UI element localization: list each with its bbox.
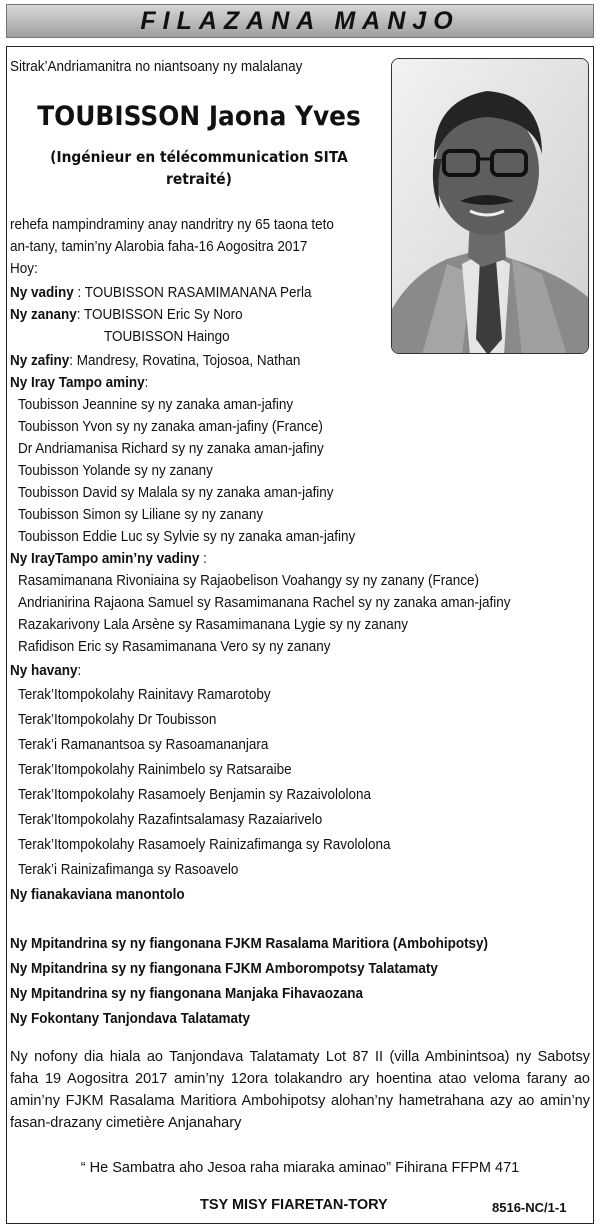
wife-siblings-heading — [10, 550, 207, 568]
relative-item: Terak’Itompokolahy Rasamoely Benjamin sy Razaivololona — [18, 787, 372, 803]
death-notice-line3: Hoy: — [10, 261, 38, 277]
sibling-item: Dr Andriamanisa Richard sy ny zanaka aman-jafiny — [18, 441, 324, 457]
children-sep: : — [76, 307, 81, 323]
relatives-colon: : — [77, 663, 82, 679]
sibling-item: Toubisson Yolande sy ny zanany — [18, 463, 213, 479]
wife-sibling-item: Rasamimanana Rivoniaina sy Rajaobelison Voahangy sy ny zanany (France) — [18, 573, 479, 589]
relative-item: Terak’Itompokolahy Rasamoely Rainizafimanga sy Ravololona — [18, 837, 391, 853]
grandchildren-row — [10, 352, 300, 370]
children-label: Ny zanany — [10, 307, 77, 323]
funeral-details: Ny nofony dia hiala ao Tanjondava Talatamaty Lot 87 II (villa Ambinintsoa) ny Sabotsy faha 19 Aogositra 2017 amin’ny 12ora tolakandro ary hoentina atao veloma farany ao amin’ny FJKM Rasalama Maritiora Ambohipotsy alohan’ny hametrahana azy ao amin’ny fasan-drazany cimetière Anjanahary — [10, 1049, 590, 1131]
institution-item: Ny Fokontany Tanjondava Talatamaty — [10, 1011, 251, 1027]
child-name: TOUBISSON Haingo — [104, 329, 230, 345]
deceased-title — [23, 146, 374, 190]
institution-item: Ny Mpitandrina sy ny fiangonana FJKM Amborompotsy Talatamaty — [10, 961, 438, 977]
wife-sibling-item: Rafidison Eric sy Rasamimanana Vero sy ny zanany — [18, 639, 331, 655]
wife-siblings-label: Ny IrayTampo amin’ny vadiny — [10, 551, 200, 567]
portrait-photo — [391, 58, 589, 354]
wife-name: TOUBISSON RASAMIMANANA Perla — [84, 285, 312, 301]
scripture-quote: “ He Sambatra aho Jesoa raha miaraka aminao” Fihirana FFPM 471 — [80, 1160, 520, 1176]
grandchildren-names: : Mandresy, Rovatina, Tojosoa, Nathan — [69, 353, 301, 369]
child-name: TOUBISSON Eric Sy Noro — [83, 307, 243, 323]
death-notice-line1: rehefa nampindraminy anay nandritry ny 65 taona teto — [10, 217, 334, 233]
intro-text: Sitrak’Andriamanitra no niantsoany ny malalanay — [10, 59, 303, 75]
relative-item: Terak’Itompokolahy Dr Toubisson — [18, 712, 217, 728]
wife-siblings-colon: : — [199, 551, 207, 567]
deceased-name: TOUBISSON Jaona Yves — [37, 101, 361, 132]
relative-item: Terak’i Rainizafimanga sy Rasoavelo — [18, 862, 239, 878]
footer-notice: TSY MISY FIARETAN-TORY — [200, 1197, 388, 1213]
deceased-title-line2: retraité) — [166, 170, 232, 188]
sibling-item: Toubisson Yvon sy ny zanaka aman-jafiny (France) — [18, 419, 323, 435]
relative-item: Terak’Itompokolahy Razafintsalamasy Razaiarivelo — [18, 812, 323, 828]
notice-header — [6, 4, 594, 38]
wife-row — [10, 284, 312, 302]
wife-sep: : — [73, 285, 85, 301]
extended-family: Ny fianakaviana manontolo — [10, 887, 185, 903]
relatives-heading — [10, 662, 81, 680]
children-row — [10, 306, 243, 324]
sibling-item: Toubisson Jeannine sy ny zanaka aman-jafiny — [18, 397, 294, 413]
grandchildren-label: Ny zafiny — [10, 353, 70, 369]
sibling-item: Toubisson David sy Malala sy ny zanaka aman-jafiny — [18, 485, 334, 501]
deceased-title-line1: (Ingénieur en télécommunication SITA — [50, 148, 348, 166]
relative-item: Terak’i Ramanantsoa sy Rasoamananjara — [18, 737, 269, 753]
wife-sibling-item: Andrianirina Rajaona Samuel sy Rasamimanana Rachel sy ny zanaka aman-jafiny — [18, 595, 511, 611]
death-notice-line2: an-tany, tamin’ny Alarobia faha-16 Aogositra 2017 — [10, 239, 308, 255]
footer-reference: 8516-NC/1-1 — [492, 1200, 567, 1215]
relative-item: Terak’Itompokolahy Rainimbelo sy Ratsaraibe — [18, 762, 292, 778]
portrait-illustration — [392, 59, 589, 354]
header-title: FILAZANA MANJO — [140, 6, 460, 35]
institution-item: Ny Mpitandrina sy ny fiangonana Manjaka Fihavaozana — [10, 986, 363, 1002]
sibling-item: Toubisson Simon sy Liliane sy ny zanany — [18, 507, 264, 523]
institution-item: Ny Mpitandrina sy ny fiangonana FJKM Rasalama Maritiora (Ambohipotsy) — [10, 936, 489, 952]
relative-item: Terak’Itompokolahy Rainitavy Ramarotoby — [18, 687, 271, 703]
sibling-item: Toubisson Eddie Luc sy Sylvie sy ny zanaka aman-jafiny — [18, 529, 356, 545]
wife-label: Ny vadiny — [10, 285, 74, 301]
siblings-colon: : — [144, 375, 149, 391]
siblings-label: Ny Iray Tampo aminy — [10, 375, 145, 391]
wife-sibling-item: Razakarivony Lala Arsène sy Rasamimanana Lygie sy ny zanany — [18, 617, 409, 633]
siblings-heading — [10, 374, 148, 392]
relatives-label: Ny havany — [10, 663, 78, 679]
